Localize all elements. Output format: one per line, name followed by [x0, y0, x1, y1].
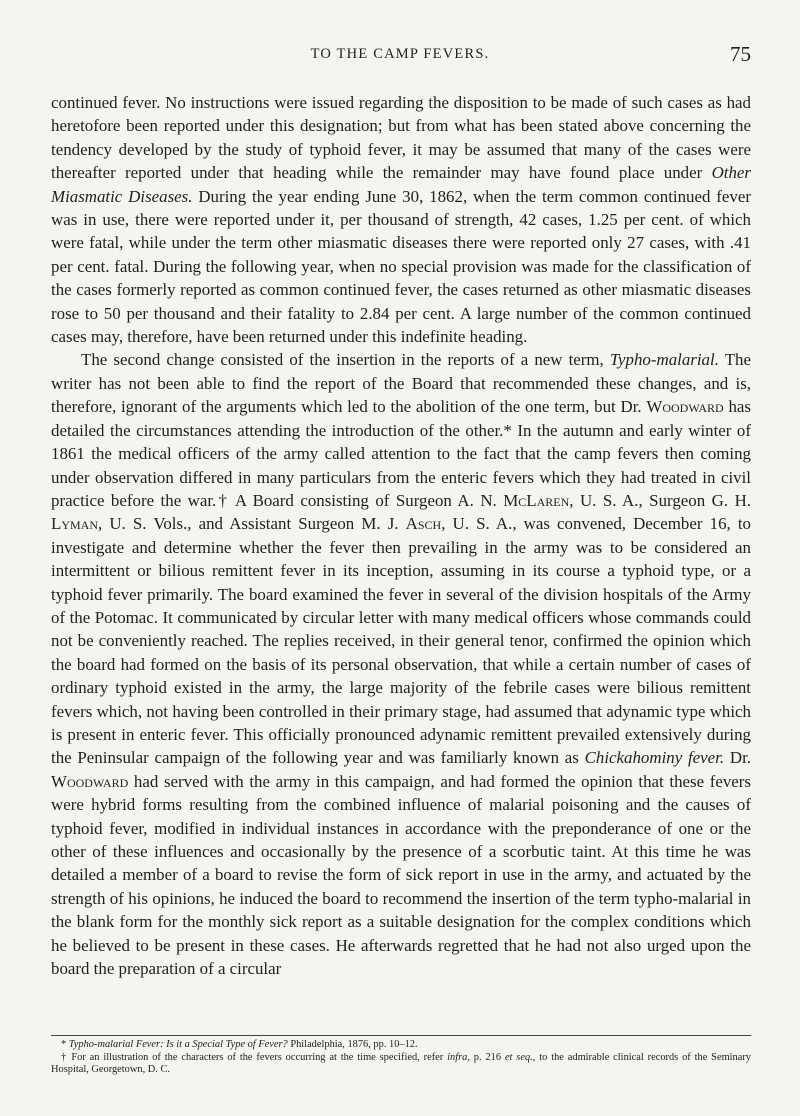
name-asch: Asch	[405, 514, 442, 534]
running-head: TO THE CAMP FEVERS.	[310, 46, 490, 62]
paragraph-2-text-g: , U. S. A., Surgeon G. H.	[569, 490, 751, 510]
page-header	[0, 42, 800, 76]
emphasis-chickahominy-fever: Chickahominy fever.	[584, 748, 725, 768]
footnote-1	[51, 1039, 751, 1052]
paragraph-1-text-a: continued fever. No instructions were issued regarding the disposition to be made of such cases as had heretofore been reported under this designation; but from what has been stated above concerning the tendency developed by the study of typhoid fever, it may be assumed that many of the cases were thereafter reported under that heading while the remainder may have found place under	[51, 93, 751, 183]
body-text	[51, 91, 751, 980]
footnote-1-marker: *	[61, 1039, 69, 1050]
name-woodward-2: Woodward	[51, 771, 129, 791]
paragraph-2	[51, 348, 751, 980]
footnotes	[51, 1039, 751, 1077]
paragraph-2-text-i: , U. S. Vols., and Assistant Surgeon M. J.	[98, 514, 406, 534]
footnote-2-text-a: † For an illustration of the characters of the fevers occurring at the time specified, refer	[61, 1051, 448, 1063]
footnote-1-text: Philadelphia, 1876, pp. 10–12.	[287, 1039, 418, 1050]
paragraph-2-text-o: had served with the army in this campaign, and had formed the opinion that these fevers were hybrid forms resulting from the combined influence of malarial poisoning and the causes of typhoid fever, modified in individual instances in accordance with the preponderance of one or the other of these influences and occasionally by the presence of a scorbutic taint. At this time he was detailed a member of a board to revise the form of sick report in use in the army, and actuated by the strength of his opinions, he induced the board to recommend the insertion of the term typho-malarial in the blank form for the monthly sick report as a suitable designation for the complex conditions which he believed to be present in these cases. He afterwards regretted that he had not also urged upon the board the preparation of a circular	[51, 771, 751, 979]
footnote-1-title: Typho-malarial Fever: Is it a Special Type of Fever?	[68, 1039, 288, 1050]
name-mclaren: McLaren	[503, 490, 570, 510]
name-lyman: Lyman	[51, 514, 98, 534]
paragraph-2-text-e: has detailed the circumstances attending the introduction of the other.* In the autumn and early winter of 1861 the medical officers of the army called attention to the fact that the camp fevers then coming under observation differed in many particulars from the enteric fevers which they had treated in civil practice before the war.† A Board consisting of Surgeon A. N.	[51, 397, 751, 510]
paragraph-2-text-a: The second change consisted of the insertion in the reports of a new term,	[81, 350, 610, 370]
footnote-2-infra: infra	[447, 1051, 468, 1063]
paragraph-2-text-m: Dr.	[724, 748, 751, 768]
footnote-2	[51, 1052, 751, 1077]
footnote-2-et-seq: et seq.	[504, 1051, 533, 1063]
paragraph-1-text-c: During the year ending June 30, 1862, when the term common continued fever was in use, there were reported under it, per thousand of strength, 42 cases, 1.25 per cent. of which were fatal, while under the term other miasmatic diseases there were reported only 27 cases, with .41 per cent. fatal. During the following year, when no special provision was made for the classification of the cases formerly reported as common continued fever, the cases returned as other miasmatic diseases rose to 50 per thousand and their fatality to 2.84 per cent. A large number of the common continued cases may, therefore, have been returned under this indefinite heading.	[51, 186, 751, 347]
page-number: 75	[730, 42, 751, 66]
paragraph-2-text-k: , U. S. A., was convened, December 16, to investigate and determine whether the fever then prevailing in the army was to be considered an intermittent or bilious remittent fever in its inception, assuming in its course a typhoid type, or a typhoid fever primarily. The board examined the fever in several of the division hospitals of the Army of the Potomac. It communicated by circular letter with many medical officers whose commands could not be conveniently reached. The replies received, in their general tenor, confirmed the opinion which the board had formed on the basis of its personal observation, that while a certain number of cases of ordinary typhoid existed in the army, the large majority of the febrile cases were bilious remittent fevers which, not having been controlled in their primary stage, had assumed that adynamic type which is present in enteric fever. This officially pronounced adynamic remittent prevailed extensively during the Peninsular campaign of the following year and was familiarly known as	[51, 514, 751, 768]
footnote-rule	[51, 1035, 751, 1036]
emphasis-other-miasmatic-diseases: Other Miasmatic Diseases.	[51, 163, 751, 206]
footnote-2-text-c: , p. 216	[467, 1051, 505, 1063]
footnote-2-text-e: , to the admirable clinical records of the Seminary Hospital, Georgetown, D. C.	[51, 1051, 752, 1075]
emphasis-typho-malarial: Typho-malarial.	[609, 350, 719, 370]
name-woodward: Woodward	[646, 397, 724, 417]
paragraph-2-text-c: The writer has not been able to find the report of the Board that recommended these changes, and is, therefore, ignorant of the arguments which led to the abolition of the one term, but Dr.	[51, 350, 751, 417]
paragraph-1	[51, 91, 751, 348]
